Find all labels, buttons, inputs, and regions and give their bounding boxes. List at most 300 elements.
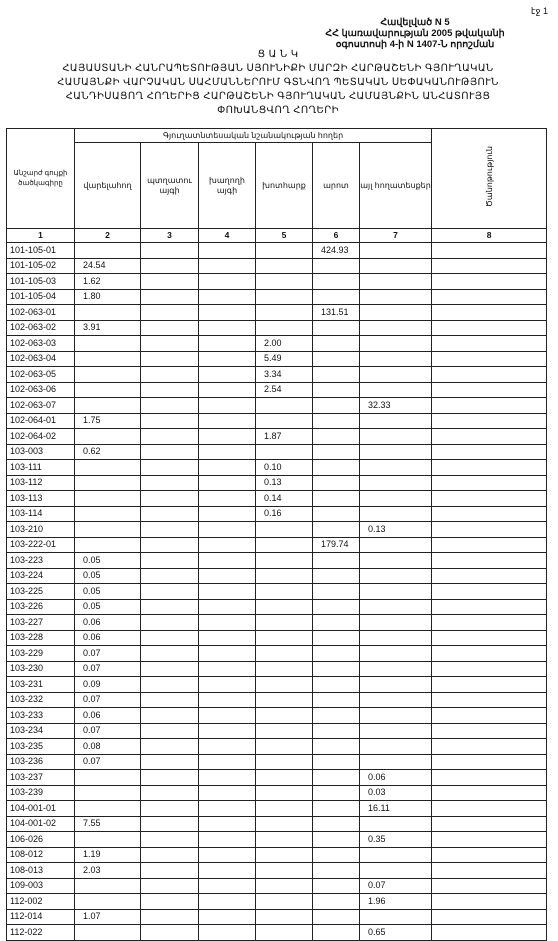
table-row [7,351,547,367]
area-cell [432,429,547,445]
table-row [7,506,547,522]
table-row [7,801,547,817]
column-number: 6 [313,229,360,243]
area-cell [141,382,199,398]
area-cell [75,491,141,507]
area-cell [75,801,141,817]
table-row [7,243,547,259]
cadastral-code-cell: 103-226 [7,599,75,615]
area-cell [199,553,256,569]
area-cell [199,336,256,352]
area-cell [360,568,432,584]
area-cell [199,723,256,739]
area-cell [141,615,199,631]
table-row [7,599,547,615]
area-cell: 0.14 [256,491,313,507]
cadastral-code-cell: 102-064-02 [7,429,75,445]
area-cell [256,847,313,863]
column-number: 7 [360,229,432,243]
table-body [7,229,547,941]
area-cell [199,708,256,724]
area-cell [313,398,360,414]
area-cell [141,367,199,383]
area-cell: 179.74 [313,537,360,553]
area-cell [141,692,199,708]
table-row [7,258,547,274]
header-pasture: արոտ [313,143,360,229]
area-cell [75,770,141,786]
area-cell [313,708,360,724]
area-cell [432,739,547,755]
table-row [7,646,547,662]
area-cell [360,692,432,708]
area-cell [360,382,432,398]
area-cell: 0.07 [360,878,432,894]
column-number: 1 [7,229,75,243]
area-cell: 0.05 [75,599,141,615]
area-cell: 0.07 [75,692,141,708]
area-cell [141,413,199,429]
cadastral-code-cell: 106-026 [7,832,75,848]
area-cell: 0.05 [75,553,141,569]
area-cell [141,243,199,259]
area-cell [313,646,360,662]
area-cell [141,677,199,693]
area-cell [432,847,547,863]
area-cell [432,367,547,383]
area-cell [256,692,313,708]
area-cell [75,460,141,476]
area-cell [256,677,313,693]
area-cell [141,878,199,894]
cadastral-code-cell: 103-233 [7,708,75,724]
cadastral-code-cell: 103-114 [7,506,75,522]
area-cell [313,413,360,429]
area-cell: 424.93 [313,243,360,259]
area-cell [360,413,432,429]
table-row [7,925,547,941]
area-cell [313,506,360,522]
area-cell [199,925,256,941]
area-cell [360,723,432,739]
area-cell [75,785,141,801]
area-cell [199,444,256,460]
area-cell [199,506,256,522]
area-cell [313,878,360,894]
header-other: այլ հողատեսքեր [360,143,432,229]
area-cell [432,243,547,259]
area-cell [199,475,256,491]
area-cell [141,336,199,352]
area-cell [141,832,199,848]
area-cell [141,584,199,600]
area-cell [141,863,199,879]
header-hayfield: խոտհարք [256,143,313,229]
area-cell [141,894,199,910]
area-cell [256,770,313,786]
table-row [7,584,547,600]
annex-line-2: ՀՀ կառավարության 2005 թվականի [325,28,505,39]
area-cell [199,677,256,693]
area-cell [432,491,547,507]
area-cell: 0.13 [360,522,432,538]
cadastral-code-cell: 102-063-03 [7,336,75,352]
cadastral-code-cell: 103-232 [7,692,75,708]
area-cell [313,553,360,569]
area-cell [432,599,547,615]
area-cell: 2.54 [256,382,313,398]
area-cell [256,289,313,305]
area-cell: 0.07 [75,754,141,770]
area-cell [432,305,547,321]
area-cell [141,553,199,569]
cadastral-code-cell: 108-013 [7,863,75,879]
cadastral-code-cell: 101-105-03 [7,274,75,290]
area-cell [256,553,313,569]
area-cell [199,630,256,646]
area-cell [432,909,547,925]
title-line-3: ՀԱՄԱՅՆՔԻ ՎԱՐՉԱԿԱՆ ՍԱՀՄԱՆՆԵՐՈՒՄ ԳՏՆՎՈՂ ՊԵՏԱԿԱՆ ՍԵՓԱԿԱՆՈՒԹՅՈՒՆ [57,77,499,88]
area-cell [141,568,199,584]
area-cell [313,429,360,445]
header-note [432,129,547,229]
area-cell [256,863,313,879]
area-cell [432,863,547,879]
area-cell [432,630,547,646]
column-number: 2 [75,229,141,243]
area-cell [199,584,256,600]
area-cell [256,398,313,414]
area-cell [313,723,360,739]
area-cell [75,475,141,491]
table-row [7,615,547,631]
area-cell [256,925,313,941]
area-cell: 0.06 [75,630,141,646]
cadastral-code-cell: 104-001-02 [7,816,75,832]
area-cell [432,258,547,274]
annex-line-1: Հավելված N 5 [380,17,450,28]
cadastral-code-cell: 103-112 [7,475,75,491]
area-cell [199,847,256,863]
area-cell [256,320,313,336]
table-row [7,336,547,352]
area-cell [360,615,432,631]
area-cell [199,274,256,290]
table-row [7,413,547,429]
area-cell [199,599,256,615]
cadastral-code-cell: 103-234 [7,723,75,739]
page-number: էջ 1 [530,6,548,16]
area-cell: 0.08 [75,739,141,755]
area-cell [141,785,199,801]
area-cell [256,661,313,677]
table-row [7,289,547,305]
area-cell [360,429,432,445]
area-cell [75,894,141,910]
area-cell [313,615,360,631]
column-number: 3 [141,229,199,243]
area-cell [199,382,256,398]
area-cell [199,863,256,879]
area-cell: 2.00 [256,336,313,352]
area-cell [313,460,360,476]
area-cell [199,832,256,848]
area-cell: 0.13 [256,475,313,491]
cadastral-code-cell: 102-063-07 [7,398,75,414]
area-cell [75,305,141,321]
table-row [7,305,547,321]
area-cell [313,909,360,925]
table-row [7,553,547,569]
table-row [7,863,547,879]
area-cell [256,274,313,290]
area-cell [313,832,360,848]
table-row [7,723,547,739]
area-cell [256,305,313,321]
area-cell [256,754,313,770]
cadastral-code-cell: 109-003 [7,878,75,894]
area-cell [199,305,256,321]
area-cell [432,661,547,677]
area-cell [141,925,199,941]
area-cell: 1.75 [75,413,141,429]
header-orchard: պտղատու այգի [141,143,199,229]
cadastral-code-cell: 103-228 [7,630,75,646]
area-cell [256,723,313,739]
cadastral-code-cell: 108-012 [7,847,75,863]
area-cell [360,863,432,879]
area-cell: 0.10 [256,460,313,476]
cadastral-code-cell: 103-227 [7,615,75,631]
area-cell [313,258,360,274]
area-cell: 0.05 [75,568,141,584]
area-cell [256,646,313,662]
table-row [7,677,547,693]
area-cell [141,847,199,863]
cadastral-code-cell: 103-230 [7,661,75,677]
table-row [7,460,547,476]
cadastral-code-cell: 102-063-05 [7,367,75,383]
area-cell: 0.06 [75,708,141,724]
area-cell [256,708,313,724]
area-cell [360,351,432,367]
area-cell [313,289,360,305]
table-row [7,894,547,910]
area-cell [432,878,547,894]
area-cell [313,491,360,507]
area-cell [75,351,141,367]
area-cell [75,367,141,383]
area-cell: 24.54 [75,258,141,274]
area-cell [256,522,313,538]
area-cell [199,367,256,383]
area-cell [360,258,432,274]
area-cell [141,444,199,460]
area-cell [432,770,547,786]
area-cell: 3.34 [256,367,313,383]
area-cell [432,289,547,305]
area-cell [313,522,360,538]
column-number-row [7,229,547,243]
area-cell [360,553,432,569]
cadastral-code-cell: 101-105-02 [7,258,75,274]
table-row [7,398,547,414]
title-line-2: ՀԱՅԱՍՏԱՆԻ ՀԱՆՐԱՊԵՏՈՒԹՅԱՆ ՍՅՈՒՆԻՔԻ ՄԱՐԶԻ ՀԱՐԹԱՇԵՆԻ ԳՅՈՒՂԱԿԱՆ [62,63,494,74]
table-row [7,909,547,925]
area-cell [432,754,547,770]
table-row [7,475,547,491]
area-cell [256,444,313,460]
area-cell [256,909,313,925]
area-cell [360,708,432,724]
area-cell [141,258,199,274]
area-cell [432,723,547,739]
area-cell [432,537,547,553]
area-cell [256,816,313,832]
area-cell [141,305,199,321]
area-cell [199,243,256,259]
cadastral-code-cell: 102-063-02 [7,320,75,336]
table-row [7,537,547,553]
area-cell: 1.96 [360,894,432,910]
area-cell: 1.07 [75,909,141,925]
area-cell [141,909,199,925]
cadastral-code-cell: 103-113 [7,491,75,507]
cadastral-code-cell: 103-111 [7,460,75,476]
area-cell [360,506,432,522]
area-cell [313,739,360,755]
area-cell [141,723,199,739]
area-cell [360,677,432,693]
area-cell [360,661,432,677]
land-table [6,128,547,941]
cadastral-code-cell: 103-003 [7,444,75,460]
table-row [7,274,547,290]
area-cell [199,661,256,677]
cadastral-code-cell: 102-063-06 [7,382,75,398]
area-cell [141,754,199,770]
cadastral-code-cell: 112-002 [7,894,75,910]
area-cell [199,646,256,662]
area-cell: 2.03 [75,863,141,879]
area-cell: 32.33 [360,398,432,414]
area-cell [313,568,360,584]
area-cell [75,537,141,553]
area-cell [75,506,141,522]
area-cell [432,413,547,429]
area-cell [199,739,256,755]
header-id: Անշարժ գույքի ծածկագիրը [7,129,75,229]
area-cell [141,630,199,646]
area-cell [199,878,256,894]
area-cell [360,274,432,290]
area-cell [199,801,256,817]
area-cell [199,615,256,631]
area-cell [141,398,199,414]
area-cell: 0.06 [75,615,141,631]
area-cell [313,754,360,770]
area-cell: 0.62 [75,444,141,460]
area-cell [199,258,256,274]
area-cell: 131.51 [313,305,360,321]
area-cell [75,522,141,538]
area-cell [199,351,256,367]
table-row [7,367,547,383]
area-cell [199,537,256,553]
area-cell [432,584,547,600]
area-cell [199,894,256,910]
area-cell [432,522,547,538]
area-cell [360,320,432,336]
area-cell [313,336,360,352]
area-cell [432,568,547,584]
area-cell [313,630,360,646]
table-row [7,522,547,538]
cadastral-code-cell: 101-105-04 [7,289,75,305]
area-cell [313,599,360,615]
column-number: 5 [256,229,313,243]
area-cell: 1.19 [75,847,141,863]
area-cell [360,444,432,460]
document-title [8,48,548,118]
area-cell [141,475,199,491]
area-cell: 0.03 [360,785,432,801]
area-cell [141,537,199,553]
area-cell [360,367,432,383]
area-cell: 0.07 [75,646,141,662]
area-cell [432,444,547,460]
area-cell [432,894,547,910]
area-cell [199,692,256,708]
area-cell [141,770,199,786]
area-cell [360,475,432,491]
area-cell [432,553,547,569]
area-cell [199,289,256,305]
area-cell [256,584,313,600]
area-cell [360,584,432,600]
area-cell: 16.11 [360,801,432,817]
table-row [7,320,547,336]
area-cell [256,894,313,910]
cadastral-code-cell: 103-237 [7,770,75,786]
area-cell [256,785,313,801]
area-cell [256,243,313,259]
table-row [7,739,547,755]
cadastral-code-cell: 112-014 [7,909,75,925]
area-cell [313,320,360,336]
area-cell [432,801,547,817]
area-cell: 5.49 [256,351,313,367]
area-cell [432,460,547,476]
cadastral-code-cell: 112-022 [7,925,75,941]
area-cell [75,382,141,398]
area-cell [141,491,199,507]
area-cell [432,320,547,336]
area-cell [432,925,547,941]
area-cell [141,506,199,522]
area-cell [360,599,432,615]
area-cell: 0.09 [75,677,141,693]
area-cell [199,398,256,414]
area-cell [75,336,141,352]
header-group: Գյուղատնտեսական նշանակության հողեր [75,129,432,143]
area-cell [199,754,256,770]
title-line-4: ՀԱՆԴԻՍԱՑՈՂ ՀՈՂԵՐԻՑ ՀԱՐԹԱՇԵՆԻ ԳՅՈՒՂԱԿԱՆ ՀԱՄԱՅՆՔԻՆ ԱՆՀԱՏՈՒՅՑ [65,91,491,102]
area-cell [199,785,256,801]
area-cell: 1.87 [256,429,313,445]
area-cell [256,413,313,429]
area-cell [313,692,360,708]
